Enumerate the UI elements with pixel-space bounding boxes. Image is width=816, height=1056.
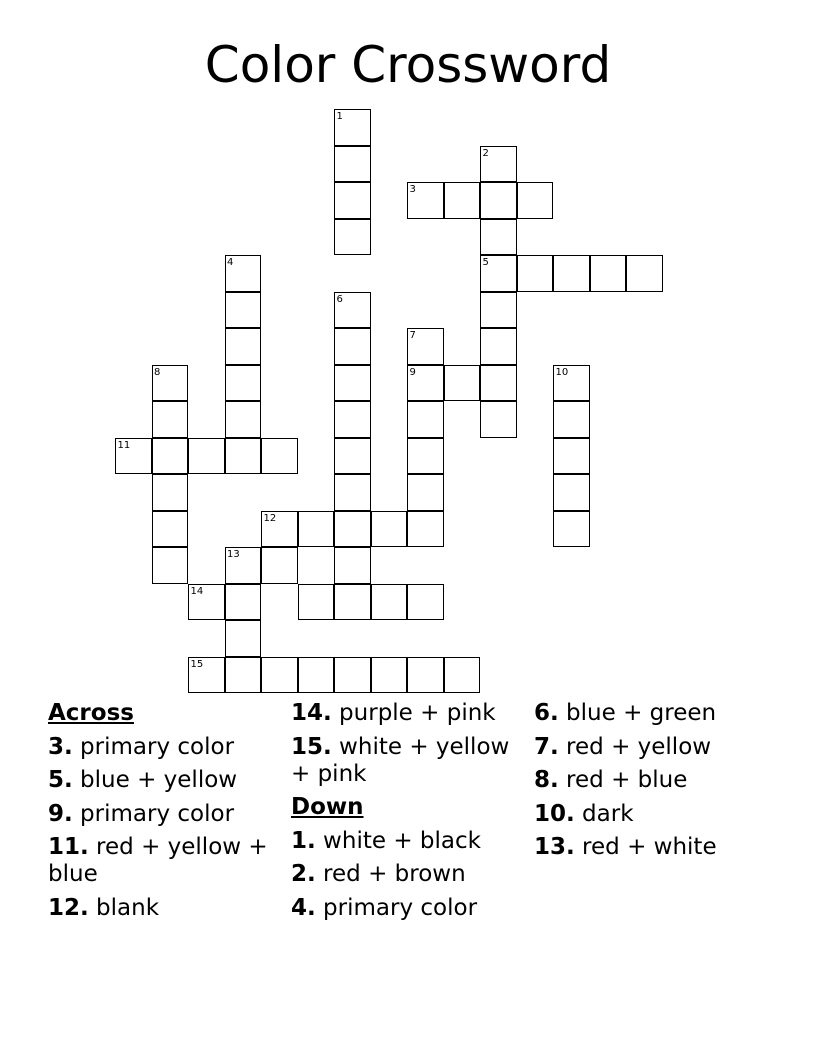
clue-item-number: 10. xyxy=(534,800,575,827)
grid-cell[interactable] xyxy=(553,255,590,292)
grid-cell[interactable] xyxy=(407,438,444,475)
grid-cell[interactable] xyxy=(225,292,262,329)
across-heading: Across xyxy=(48,700,134,726)
clue-number-7: 7 xyxy=(409,330,416,341)
grid-cell[interactable] xyxy=(225,657,262,694)
clue-item-text: white + black xyxy=(315,827,481,854)
clue-column-2 xyxy=(291,700,531,928)
clue-item-text: primary color xyxy=(72,733,235,760)
clue-item-text: red + blue xyxy=(558,767,688,793)
down-heading: Down xyxy=(291,794,364,820)
grid-cell[interactable] xyxy=(407,474,444,511)
grid-cell[interactable] xyxy=(334,584,371,621)
grid-cell[interactable] xyxy=(225,584,262,621)
clue-item xyxy=(48,801,288,828)
grid-cell[interactable] xyxy=(444,182,481,219)
grid-cell[interactable] xyxy=(407,401,444,438)
clue-item-number: 1. xyxy=(291,827,316,854)
grid-cell[interactable] xyxy=(407,511,444,548)
clue-item xyxy=(48,834,288,888)
clue-item-number: 13. xyxy=(534,834,575,860)
clue-item xyxy=(48,895,288,922)
clue-number-5: 5 xyxy=(482,257,489,268)
grid-cell[interactable] xyxy=(444,365,481,402)
clue-number-12: 12 xyxy=(263,512,277,524)
grid-cell[interactable] xyxy=(334,182,371,219)
clue-item-text: blue + green xyxy=(558,700,717,726)
grid-cell[interactable] xyxy=(407,657,444,694)
clue-item xyxy=(291,895,531,922)
clue-item-text: red + yellow xyxy=(558,733,712,760)
grid-cell[interactable] xyxy=(590,255,627,292)
clue-item-text: primary color xyxy=(315,894,478,921)
clue-item xyxy=(48,767,288,794)
grid-cell[interactable] xyxy=(152,547,189,584)
grid-cell[interactable] xyxy=(480,182,517,219)
grid-cell[interactable] xyxy=(553,401,590,438)
grid-cell[interactable] xyxy=(517,182,554,219)
grid-cell[interactable] xyxy=(225,620,262,657)
page-title: Color Crossword xyxy=(204,36,612,94)
clue-number-9: 9 xyxy=(409,366,416,378)
grid-cell[interactable] xyxy=(334,365,371,402)
grid-cell[interactable] xyxy=(152,401,189,438)
grid-cell[interactable] xyxy=(261,547,298,584)
clue-item-number: 4. xyxy=(291,894,316,921)
grid-cell[interactable] xyxy=(261,657,298,694)
grid-cell[interactable] xyxy=(334,657,371,694)
clue-item-number: 3. xyxy=(48,733,73,760)
grid-cell[interactable] xyxy=(152,438,189,475)
clue-item-number: 9. xyxy=(48,800,73,827)
clue-item-text: dark xyxy=(574,800,634,827)
grid-cell[interactable] xyxy=(480,365,517,402)
clue-number-3: 3 xyxy=(409,184,416,195)
grid-cell[interactable] xyxy=(261,438,298,475)
grid-cell[interactable] xyxy=(225,365,262,402)
clue-item xyxy=(291,861,531,888)
grid-cell[interactable] xyxy=(444,657,481,694)
clue-number-15: 15 xyxy=(190,658,204,670)
clue-number-11: 11 xyxy=(117,439,131,451)
grid-cell[interactable] xyxy=(225,438,262,475)
grid-cell[interactable] xyxy=(480,219,517,256)
grid-cell[interactable] xyxy=(407,584,444,621)
clue-item-text: blue + yellow xyxy=(72,767,238,793)
clue-item-number: 7. xyxy=(534,733,559,760)
grid-cell[interactable] xyxy=(152,511,189,548)
clue-item-text: red + brown xyxy=(315,861,466,887)
clue-item-text: blank xyxy=(88,894,160,921)
grid-cell[interactable] xyxy=(480,328,517,365)
grid-cell[interactable] xyxy=(553,438,590,475)
clue-number-2: 2 xyxy=(482,147,489,159)
grid-cell[interactable] xyxy=(480,401,517,438)
grid-cell[interactable] xyxy=(152,474,189,511)
clue-item xyxy=(291,828,531,855)
grid-cell[interactable] xyxy=(334,146,371,183)
clue-item-text: white + yellow + pink xyxy=(291,733,510,787)
clue-column-3 xyxy=(534,700,774,868)
clue-item-text: red + yellow + blue xyxy=(48,834,268,887)
clue-item-number: 2. xyxy=(291,861,316,887)
clue-number-8: 8 xyxy=(154,366,161,378)
clue-number-4: 4 xyxy=(227,257,234,268)
grid-cell[interactable] xyxy=(480,292,517,329)
clue-item xyxy=(534,801,774,828)
grid-cell[interactable] xyxy=(188,438,225,475)
clue-item-number: 8. xyxy=(534,767,559,793)
clue-number-6: 6 xyxy=(336,293,343,305)
grid-cell[interactable] xyxy=(225,328,262,365)
clue-item xyxy=(534,834,774,861)
grid-cell[interactable] xyxy=(298,584,335,621)
grid-cell[interactable] xyxy=(334,511,371,548)
clue-number-10: 10 xyxy=(555,366,569,378)
grid-cell[interactable] xyxy=(334,219,371,256)
grid-cell[interactable] xyxy=(334,401,371,438)
grid-cell[interactable] xyxy=(334,547,371,584)
clue-column-1 xyxy=(48,700,288,928)
clue-number-13: 13 xyxy=(227,549,240,560)
grid-cell[interactable] xyxy=(334,474,371,511)
grid-cell[interactable] xyxy=(298,657,335,694)
clue-item xyxy=(534,700,774,727)
grid-cell[interactable] xyxy=(553,511,590,548)
clue-item-number: 11. xyxy=(48,834,89,860)
grid-cell[interactable] xyxy=(225,401,262,438)
clue-number-14: 14 xyxy=(190,585,204,597)
clue-item-number: 14. xyxy=(291,700,332,726)
clue-item xyxy=(48,734,288,761)
grid-cell[interactable] xyxy=(334,328,371,365)
grid-cell[interactable] xyxy=(298,511,335,548)
clue-item xyxy=(534,734,774,761)
clue-item-text: red + white xyxy=(574,834,717,860)
clue-item-text: purple + pink xyxy=(331,700,496,726)
clue-item-number: 6. xyxy=(534,700,559,726)
clue-item xyxy=(291,700,531,727)
grid-cell[interactable] xyxy=(371,584,408,621)
clue-item-number: 12. xyxy=(48,894,89,921)
grid-cell[interactable] xyxy=(334,438,371,475)
clue-number-1: 1 xyxy=(336,111,343,122)
grid-cell[interactable] xyxy=(553,474,590,511)
clue-item xyxy=(534,767,774,794)
clue-item-number: 5. xyxy=(48,767,73,793)
grid-cell[interactable] xyxy=(371,657,408,694)
clue-item-text: primary color xyxy=(72,800,235,827)
grid-cell[interactable] xyxy=(626,255,663,292)
clue-item xyxy=(291,734,531,788)
clue-item-number: 15. xyxy=(291,733,332,760)
grid-cell[interactable] xyxy=(371,511,408,548)
grid-cell[interactable] xyxy=(517,255,554,292)
